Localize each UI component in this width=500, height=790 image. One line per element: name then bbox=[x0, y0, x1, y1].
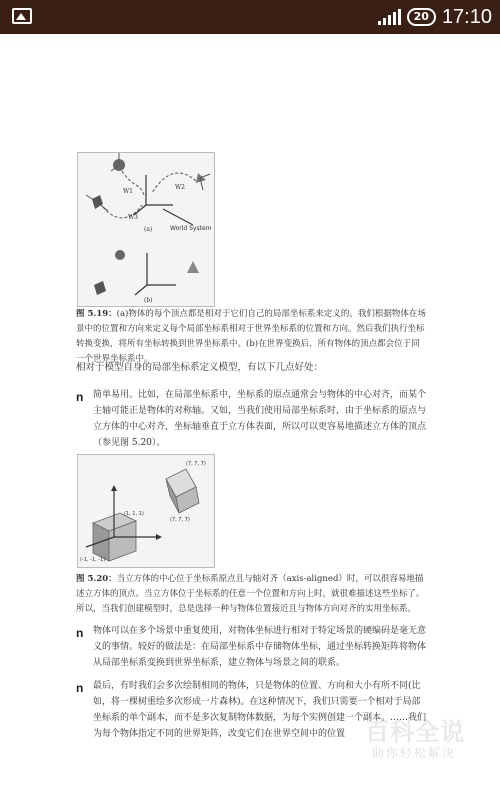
status-bar-right bbox=[378, 5, 492, 29]
label-w1: W1 bbox=[123, 188, 133, 195]
document-page[interactable] bbox=[0, 34, 500, 790]
label-w2: W2 bbox=[175, 184, 185, 191]
figure-5-20 bbox=[77, 454, 215, 568]
watermark-title: 百科全说 bbox=[365, 718, 465, 746]
caption-label: 图 5.20： bbox=[76, 574, 117, 584]
bullet-reuse: 物体可以在多个场景中重复使用，对物体坐标进行相对于特定场景的硬编码是毫无意义的事情。较好的做法是：在局部坐标系中存储物体坐标，通过坐标转换矩阵将物体从局部坐标系变换到世界坐标系，建立物体与场景之间的联系。 bbox=[93, 626, 427, 668]
label-w3: W3 bbox=[128, 214, 138, 221]
watermark-subtitle: 助你轻松解决 bbox=[372, 746, 457, 760]
figure-5-19-drawing bbox=[78, 153, 214, 306]
point-label-1: (7, 7, 7) bbox=[186, 461, 206, 467]
bullet-multiple-instances: 最后，有时我们会多次绘制相同的物体，只是物体的位置、方向和大小有所不同(比如，将一棵树重绘多次形成一片森林)。在这种情况下，我们只需要一个相对于局部坐标系的单个副本，而不是多次复制物体数据，为每个实例创建一个副本。……我们为每个物体指定不同的世界矩阵，改变它们在世界空间中的位置 bbox=[93, 681, 427, 739]
figure-5-19-caption bbox=[76, 307, 426, 367]
status-bar bbox=[0, 0, 500, 34]
signal-strength-icon bbox=[378, 9, 401, 25]
label-b: (b) bbox=[144, 297, 153, 304]
clock: 17:10 bbox=[441, 5, 492, 28]
point-label-3: (7, 7, 7) bbox=[170, 517, 190, 523]
figure-5-19 bbox=[77, 152, 215, 307]
label-world-system: World System bbox=[170, 225, 212, 232]
caption-text: 当立方体的中心位于坐标系原点且与轴对齐（axis-aligned）时，可以很容易地描述立方体的顶点。当立方体位于坐标系的任意一个位置和方向上时，就很难描述这些坐标了。所以，当我们创建模型时，总是选择一种与物体位置接近且与物体方向对齐的实用坐标系。 bbox=[76, 574, 425, 614]
label-a: (a) bbox=[144, 226, 153, 233]
bullet-marker: n bbox=[76, 390, 84, 404]
caption-label: 图 5.19： bbox=[76, 309, 117, 319]
battery-icon: 20 bbox=[407, 8, 436, 26]
point-label-4: (-1, -1, -1) bbox=[80, 557, 106, 563]
bullet-marker: n bbox=[76, 626, 84, 640]
figure-5-20-caption bbox=[76, 572, 426, 617]
point-label-2: (1, 1, 1) bbox=[124, 511, 144, 517]
caption-text: (a)物体的每个顶点都是相对于它们自己的局部坐标系来定义的。我们根据物体在场景中的位置和方向来定义每个局部坐标系相对于世界坐标系的位置和方向。然后我们执行坐标转换变换，将所有坐标转换到世界坐标系中。(b)在世界变换后，所有物体的顶点都会位于同一个世界坐标系中。 bbox=[76, 309, 426, 364]
figure-5-20-drawing bbox=[78, 455, 214, 567]
bullet-marker: n bbox=[76, 681, 84, 695]
bullet-simple-to-use: 简单易用。比如，在局部坐标系中，坐标系的原点通常会与物体的中心对齐，而某个主轴可能正是物体的对称轴。又如，当我们使用局部坐标系时，由于坐标系的原点与立方体的中心对齐，坐标轴垂直于立方体表面，所以可以更容易地描述立方体的顶点（参见图 5.20）。 bbox=[93, 390, 427, 448]
intro-paragraph: 相对于模型自身的局部坐标系定义模型，有以下几点好处： bbox=[76, 362, 324, 373]
image-notification-icon bbox=[12, 8, 32, 24]
